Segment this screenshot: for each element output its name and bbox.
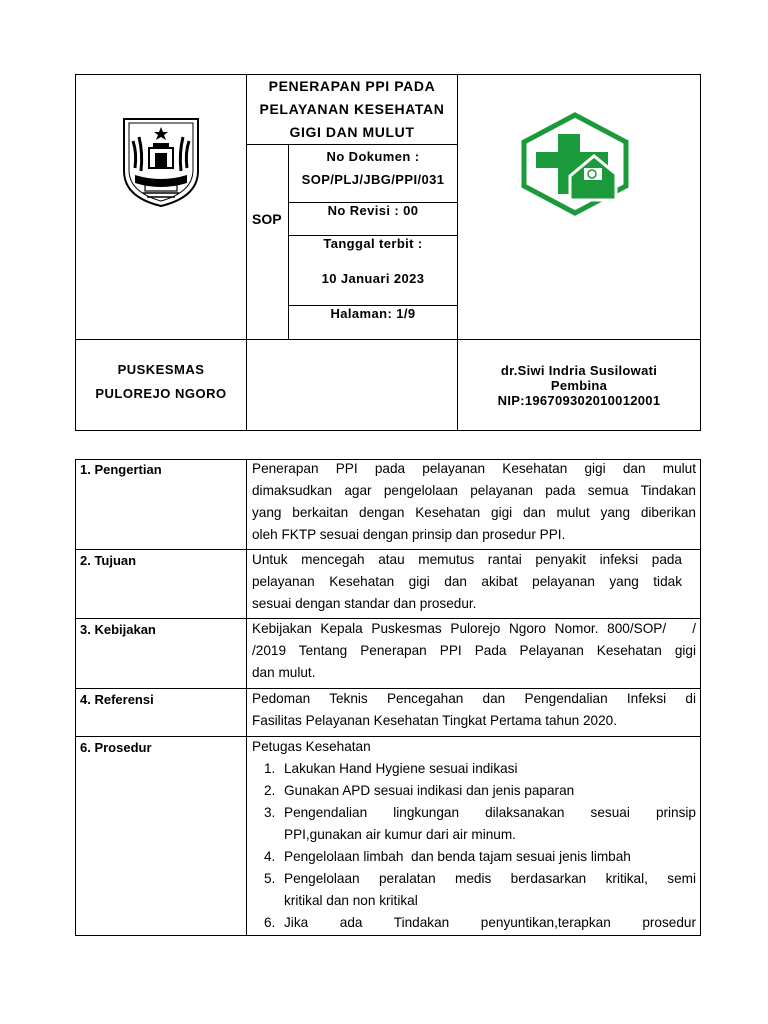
puskesmas-line2: PULOREJO NGORO [95,386,227,401]
item-line: Pengelolaan peralatan medis berdasarkan kritikal, semi [284,871,696,886]
title-line: GIGI DAN MULUT [289,124,415,140]
pembina-name: dr.Siwi Indria Susilowati [500,363,658,378]
item-number: 1. [264,761,276,776]
section-text-referensi [252,688,696,732]
section-text-pengertian [252,458,696,546]
list-item [252,758,696,780]
item-number: 4. [264,849,276,864]
pembina-block [458,363,700,408]
text-line: pelayanan Kesehatan gigi dan akibat pelayanan yang tidak [252,574,682,589]
prosedur-list [252,758,696,934]
pembina-nip: NIP:196709302010012001 [497,393,661,408]
text-line: dan mulut. [252,665,316,680]
item-line: Gunakan APD sesuai indikasi dan jenis paparan [284,783,575,798]
item-line: Jika ada Tindakan penyuntikan,terapkan prosedur [284,915,696,930]
section-label-pengertian: 1. Pengertian [80,462,162,477]
tanggal-terbit-value: 10 Januari 2023 [321,271,425,286]
section-text-tujuan [252,549,682,615]
text-line: Untuk mencegah atau memutus rantai penyakit infeksi pada [252,552,682,567]
pembina-role: Pembina [550,378,608,393]
text-line: dimaksudkan agar pengelolaan pelayanan pada semua Tindakan [252,483,696,498]
section-label-tujuan: 2. Tujuan [80,553,137,568]
section-text-prosedur [252,736,696,934]
sop-label: SOP [252,211,282,227]
item-number: 5. [264,871,276,886]
prosedur-intro: Petugas Kesehatan [252,739,371,754]
page-number: Halaman: 1/9 [330,306,416,321]
section-label-referensi: 4. Referensi [80,692,154,707]
text-line: oleh FKTP sesuai dengan prinsip dan prosedur PPI. [252,527,566,542]
item-number: 6. [264,915,276,930]
item-line: Pengendalian lingkungan dilaksanakan sesuai prinsip [284,805,696,820]
document-title [247,75,457,144]
puskesmas-line1: PUSKESMAS [117,362,205,377]
revision-number: No Revisi : 00 [327,203,419,218]
text-line: sesuai dengan standar dan prosedur. [252,596,477,611]
regency-crest-icon [119,113,203,209]
item-number: 3. [264,805,276,820]
item-line: Pengelolaan limbah dan benda tajam sesuai jenis limbah [284,849,631,864]
text-line: Pedoman Teknis Pencegahan dan Pengendalian Infeksi di [252,691,696,706]
section-label-kebijakan: 3. Kebijakan [80,622,156,637]
list-item [252,780,696,802]
item-line: PPI,gunakan air kumur dari air minum. [284,827,516,842]
text-line: /2019 Tentang Penerapan PPI Pada Pelayanan Kesehatan gigi [252,643,696,658]
list-item [252,846,696,868]
item-line: Lakukan Hand Hygiene sesuai indikasi [284,761,518,776]
title-line: PELAYANAN KESEHATAN [259,101,445,117]
list-item [252,802,696,846]
text-line: Fasilitas Pelayanan Kesehatan Tingkat Pertama tahun 2020. [252,713,617,728]
item-number: 2. [264,783,276,798]
text-line: Penerapan PPI pada pelayanan Kesehatan gigi dan mulut [252,461,696,476]
list-item [252,868,696,912]
section-label-prosedur: 6. Prosedur [80,740,152,755]
puskesmas-cross-logo-icon [520,112,630,216]
tanggal-terbit-label: Tanggal terbit : [323,236,423,251]
no-dokumen-label: No Dokumen : [326,149,420,164]
title-line: PENERAPAN PPI PADA [268,78,436,94]
no-dokumen-value: SOP/PLJ/JBG/PPI/031 [301,172,445,187]
section-text-kebijakan [252,618,696,684]
item-line: kritikal dan non kritikal [284,893,418,908]
list-item [252,912,696,934]
document-number [289,145,457,191]
puskesmas-name [76,358,246,406]
text-line: Kebijakan Kepala Puskesmas Pulorejo Ngoro Nomor. 800/SOP/ / [252,621,696,636]
text-line: yang berkaitan dengan Kesehatan gigi dan mulut yang diberikan [252,505,696,520]
